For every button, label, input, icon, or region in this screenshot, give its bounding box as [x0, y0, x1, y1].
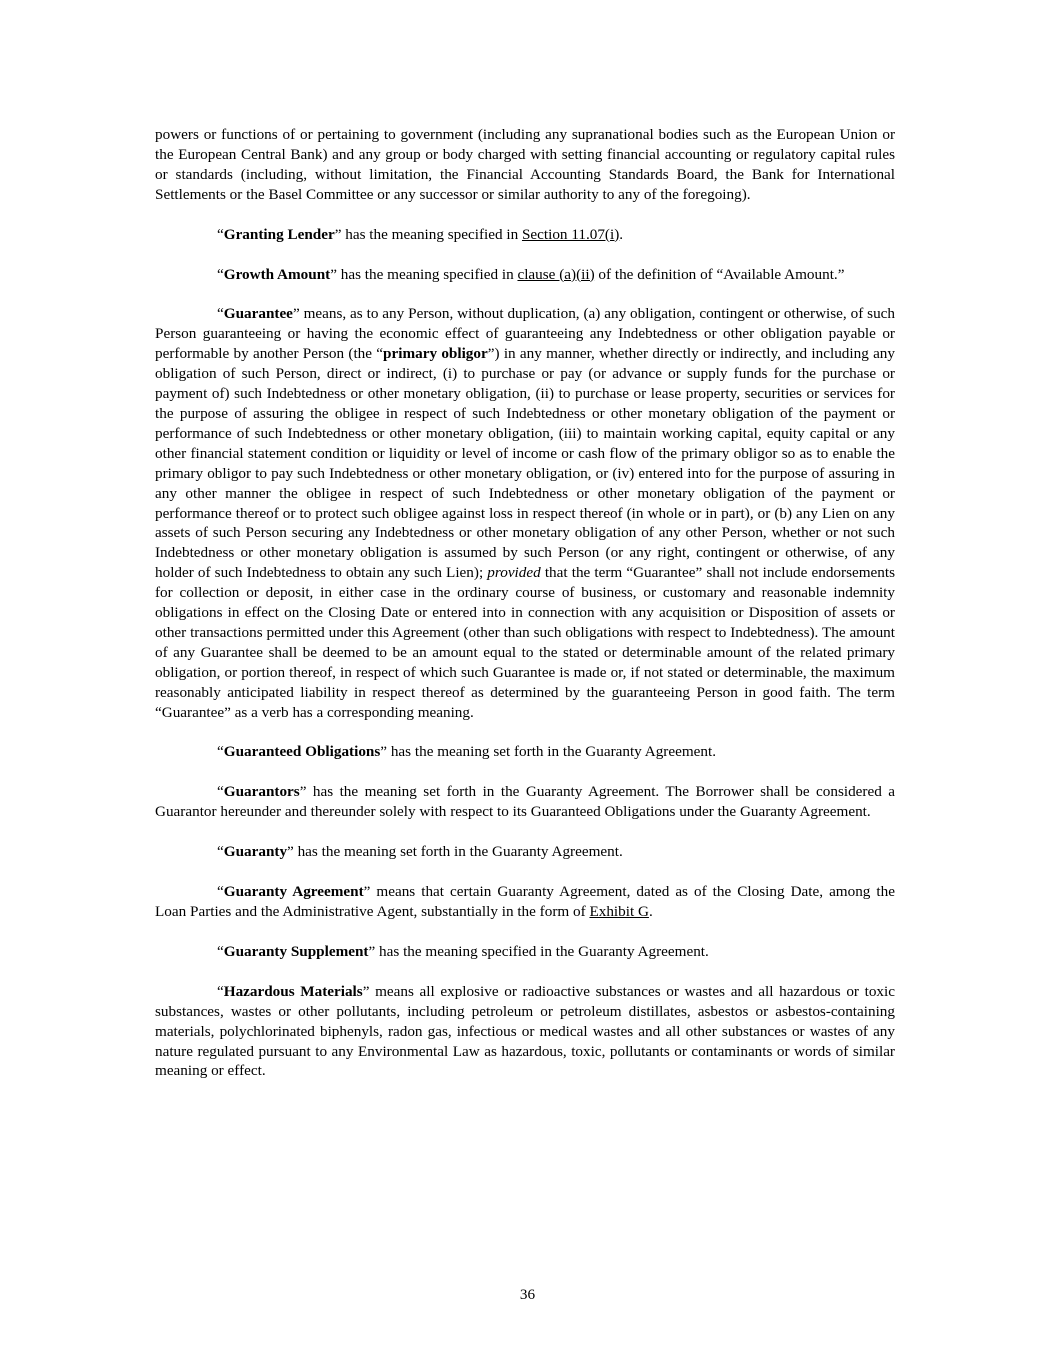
- open-quote: “: [217, 225, 224, 243]
- open-quote: “: [217, 883, 224, 901]
- definition-text: ” means all explosive or radioactive substances or wastes and all hazardous or toxic substances, wastes or other pollutants, including petroleum or petroleum distillates, asbestos or asbestos-containing materials, polychlorinated biphenyls, radon gas, infectious or medical wastes and all other substances or wastes of any nature regulated pursuant to any Environmental Law as hazardous, toxic, pollutants or contaminants or words of similar meaning or effect.: [155, 982, 895, 1080]
- defined-term: Growth Amount: [223, 265, 331, 283]
- definition-guaranteed-obligations: [155, 742, 895, 762]
- definition-granting-lender: [155, 225, 895, 245]
- document-page: [155, 125, 895, 1101]
- cross-reference: Section 11.07(i): [521, 225, 620, 243]
- definition-text-3: that the term “Guarantee” shall not include endorsements for collection or deposit, in either case in the ordinary course of business, or customary and reasonable indemnity obligations in effect on the Closing Date or entered into in connection with any acquisition or Disposition of assets or other transactions permitted under this Agreement (other than such obligations with respect to Indebtedness). The amount of any Guarantee shall be deemed to be an amount equal to the stated or determinable amount of the related primary obligation, or portion thereof, in respect of which such Guarantee is made or, if not stated or determinable, the maximum reasonably anticipated liability in respect thereof as determined by the guaranteeing Person in good faith. The term “Guarantee” as a verb has a corresponding meaning.: [155, 564, 895, 721]
- definition-text-2: ”) in any manner, whether directly or indirectly, and including any obligation of such Person, direct or indirect, (i) to purchase or pay (or advance or supply funds for the purchase or payment of) such Indebtedness or other monetary obligation, (ii) to purchase or lease property, securities or services for the purpose of assuring the obligee in respect of such Indebtedness or other monetary obligation of the payment or performance of such Indebtedness or other monetary obligation, (iii) to maintain working capital, equity capital or any other financial statement condition or liquidity or level of income or cash flow of the primary obligor so as to enable the primary obligor to pay such Indebtedness or other monetary obligation, or (iv) entered into for the purpose of assuring in any other manner the obligee in respect of such Indebtedness or other monetary obligation of the payment or performance thereof or to protect such obligee against loss in respect thereof (in whole or in part), or (b) any Lien on any assets of such Person securing any Indebtedness or other monetary obligation of any other Person, whether or not such Indebtedness or other monetary obligation is assumed by such Person (or any right, contingent or otherwise, of any holder of such Indebtedness to obtain any such Lien);: [155, 345, 895, 582]
- cross-reference: Exhibit G: [589, 903, 649, 920]
- open-quote: “: [217, 982, 224, 1000]
- definition-guarantors: [155, 782, 895, 822]
- page-number: 36: [519, 1286, 536, 1303]
- open-quote: “: [217, 265, 224, 283]
- defined-term: Hazardous Materials: [223, 982, 363, 1000]
- definition-text-end: of the definition of “Available Amount.”: [594, 265, 845, 283]
- definition-text: ” has the meaning set forth in the Guaranty Agreement.: [287, 843, 623, 861]
- cross-reference: clause (a)(ii): [517, 265, 595, 283]
- defined-term: Guaranty: [223, 843, 288, 861]
- defined-term: Guaranty Supplement: [223, 942, 369, 960]
- definition-text-end: .: [619, 225, 624, 243]
- defined-term: Guarantee: [223, 305, 293, 323]
- definition-text: ” has the meaning set forth in the Guaranty Agreement.: [380, 743, 717, 761]
- definition-hazardous-materials: [155, 982, 895, 1082]
- intro-paragraph: [155, 125, 895, 205]
- defined-term: Guaranteed Obligations: [223, 743, 381, 761]
- definition-text: ” has the meaning specified in: [334, 225, 522, 243]
- definition-text: ” has the meaning specified in: [330, 265, 518, 283]
- definition-growth-amount: [155, 265, 895, 285]
- definition-text-end: .: [648, 903, 653, 920]
- open-quote: “: [217, 843, 224, 861]
- defined-term: Granting Lender: [223, 225, 335, 243]
- open-quote: “: [217, 783, 224, 801]
- defined-term-primary-obligor: primary obligor: [383, 345, 488, 363]
- definition-text: ” means that certain Guaranty Agreement, dated as of the Closing Date, among the Loan Parties and the Administrative Agent, substantially in the form of: [155, 883, 895, 920]
- definition-guaranty: [155, 842, 895, 862]
- defined-term: Guarantors: [223, 783, 300, 801]
- definition-guaranty-agreement: [155, 882, 895, 922]
- open-quote: “: [217, 743, 224, 761]
- defined-term: Guaranty Agreement: [223, 883, 364, 901]
- definition-guarantee: [155, 304, 895, 722]
- definition-text: ” means, as to any Person, without duplication, (a) any obligation, contingent or otherwise, of such Person guaranteeing or having the economic effect of guaranteeing any Indebtedness or other obligation payable or performable by another Person (the “: [155, 305, 895, 363]
- open-quote: “: [217, 305, 224, 323]
- definition-text: ” has the meaning specified in the Guaranty Agreement.: [368, 942, 709, 960]
- definition-text: ” has the meaning set forth in the Guaranty Agreement. The Borrower shall be considered a Guarantor hereunder and thereunder solely with respect to its Guaranteed Obligations under the Guaranty Agreement.: [155, 783, 895, 821]
- definition-guaranty-supplement: [155, 942, 895, 962]
- intro-text: powers or functions of or pertaining to government (including any supranational bodies such as the European Union or the European Central Bank) and any group or body charged with setting financial accounting or regulatory capital rules or standards (including, without limitation, the Financial Accounting Standards Board, the Bank for International Settlements or the Basel Committee or any successor or similar authority to any of the foregoing).: [155, 126, 895, 203]
- open-quote: “: [217, 942, 224, 960]
- proviso-word: provided: [487, 564, 541, 582]
